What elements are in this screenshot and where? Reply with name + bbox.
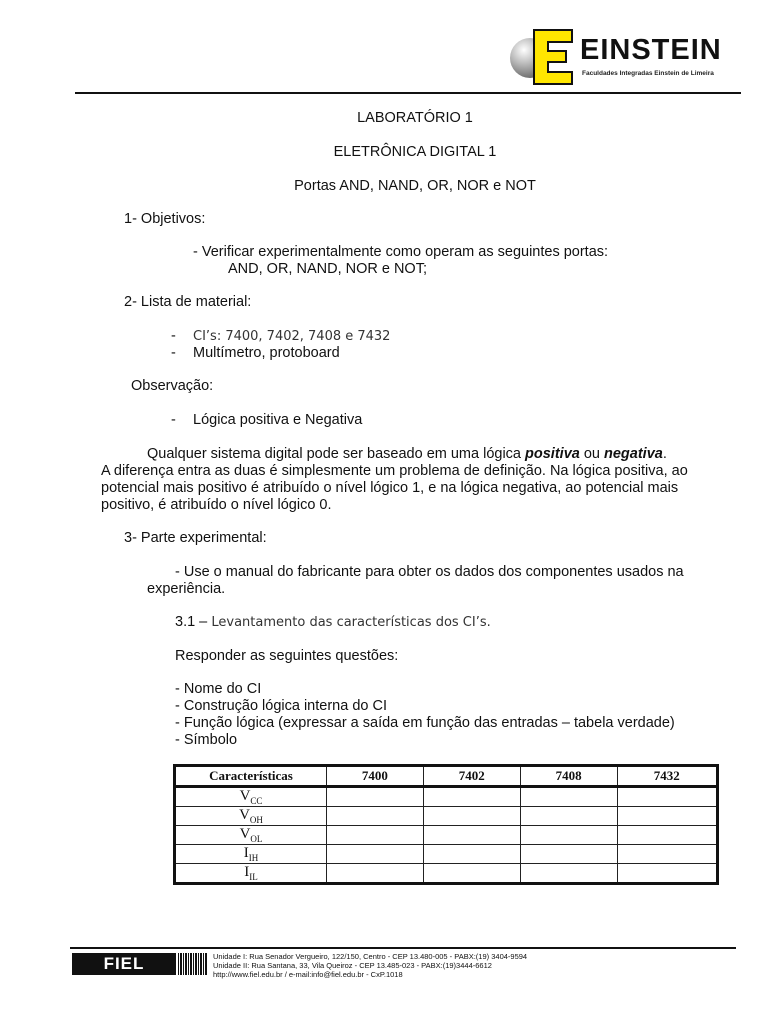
table-cell [520, 845, 617, 864]
barcode-graphic [178, 953, 208, 975]
table-header-cell: Características [175, 766, 327, 787]
brand-subtitle: Faculdades Integradas Einstein de Limeira [582, 70, 714, 77]
material-dash-1: - [171, 328, 176, 344]
table-header-cell: 7408 [520, 766, 617, 787]
table-row [175, 864, 718, 884]
param-label [175, 845, 327, 864]
section3-line2: experiência. [147, 581, 226, 597]
question-item: - Nome do CI [175, 681, 262, 697]
param-label [175, 864, 327, 884]
observation-dash: - [171, 412, 176, 428]
paragraph-line1 [147, 446, 667, 462]
footer-rule [70, 947, 736, 949]
section3-heading: 3- Parte experimental: [124, 530, 267, 546]
emphasis-negativa: negativa [604, 446, 663, 462]
table-cell [617, 807, 717, 826]
doc-title: LABORATÓRIO 1 [357, 110, 473, 126]
table-cell [617, 826, 717, 845]
header-rule [75, 92, 741, 94]
table-cell [423, 826, 520, 845]
table-cell [327, 807, 424, 826]
question-item: - Construção lógica interna do CI [175, 698, 387, 714]
table-cell [520, 787, 617, 807]
observation-item: Lógica positiva e Negativa [193, 412, 363, 428]
section1-line1: - Verificar experimentalmente como operam as seguintes portas: [193, 244, 609, 260]
question-item: - Função lógica (expressar a saída em função das entradas – tabela verdade) [175, 715, 675, 731]
section3-line1: - Use o manual do fabricante para obter os dados dos componentes usados na [175, 564, 684, 580]
emphasis-positiva: positiva [525, 446, 580, 462]
section1-heading: 1- Objetivos: [124, 211, 206, 227]
table-cell [617, 845, 717, 864]
param-sub: OH [249, 815, 263, 825]
brand-name: EINSTEIN [580, 34, 722, 66]
footer-address-2: Unidade II: Rua Santana, 33, Vila Queiroz - CEP 13.485-023 - PABX:(19)3444-6612 [213, 961, 492, 970]
param-sub: CC [250, 796, 263, 806]
footer-contact: http://www.fiel.edu.br / e-mail:info@fiel.edu.br - CxP.1018 [213, 970, 403, 979]
material-dash-2: - [171, 345, 176, 361]
table-cell [520, 807, 617, 826]
section1-line2: AND, OR, NAND, NOR e NOT; [228, 261, 427, 277]
table-cell [617, 864, 717, 884]
characteristics-table [173, 764, 719, 885]
subsection-number: 3.1 – [175, 614, 208, 630]
logo-e-mark [530, 28, 574, 86]
paragraph-end: . [662, 446, 667, 462]
table-cell [327, 864, 424, 884]
table-header-row [175, 766, 718, 787]
table-cell [327, 787, 424, 807]
table-cell [520, 864, 617, 884]
table-cell [423, 864, 520, 884]
param-label [175, 826, 327, 845]
param-label [175, 807, 327, 826]
param-main: I [243, 845, 249, 861]
paragraph-start: Qualquer sistema digital pode ser baseado em uma lógica [147, 446, 526, 462]
section2-heading: 2- Lista de material: [124, 294, 252, 310]
param-main: V [239, 807, 250, 823]
table-cell [327, 845, 424, 864]
table-header-cell: 7400 [327, 766, 424, 787]
material-item-2: Multímetro, protoboard [193, 345, 340, 361]
param-sub: IL [249, 872, 258, 882]
doc-topic: Portas AND, NAND, OR, NOR e NOT [294, 178, 536, 194]
questions-heading: Responder as seguintes questões: [175, 648, 399, 664]
question-item: - Símbolo [175, 732, 238, 748]
footer-address-1: Unidade I: Rua Senador Vergueiro, 122/150, Centro - CEP 13.480-005 - PABX:(19) 3404-9594 [213, 952, 528, 961]
table-cell [327, 826, 424, 845]
table-row [175, 807, 718, 826]
param-main: V [239, 826, 251, 842]
table-row [175, 787, 718, 807]
subsection-3-1 [175, 614, 491, 630]
param-label [175, 787, 327, 807]
table-header-cell: 7402 [423, 766, 520, 787]
material-item-1: CI’s: 7400, 7402, 7408 e 7432 [193, 329, 391, 344]
table-cell [520, 826, 617, 845]
table-cell [423, 787, 520, 807]
table-cell [423, 845, 520, 864]
param-main: I [244, 864, 250, 880]
paragraph-line4: positivo, é atribuído o nível lógico 0. [101, 497, 332, 513]
fiel-badge: FIEL [72, 953, 176, 975]
table-cell [423, 807, 520, 826]
table-row [175, 845, 718, 864]
table-row [175, 826, 718, 845]
param-sub: IH [248, 853, 259, 863]
paragraph-mid: ou [579, 446, 605, 462]
subsection-title: Levantamento das características dos CI’s. [207, 615, 491, 630]
paragraph-line3: potencial mais positivo é atribuído o nível lógico 1, e na lógica negativa, ao potencial mais [101, 480, 679, 496]
param-main: V [239, 788, 251, 804]
table-header-cell: 7432 [617, 766, 717, 787]
paragraph-line2: A diferença entra as duas é simplesmente um problema de definição. Na lógica positiva, ao [101, 463, 688, 479]
doc-subtitle: ELETRÔNICA DIGITAL 1 [333, 144, 497, 160]
table-cell [617, 787, 717, 807]
observation-heading: Observação: [131, 378, 214, 394]
param-sub: OL [250, 834, 263, 844]
